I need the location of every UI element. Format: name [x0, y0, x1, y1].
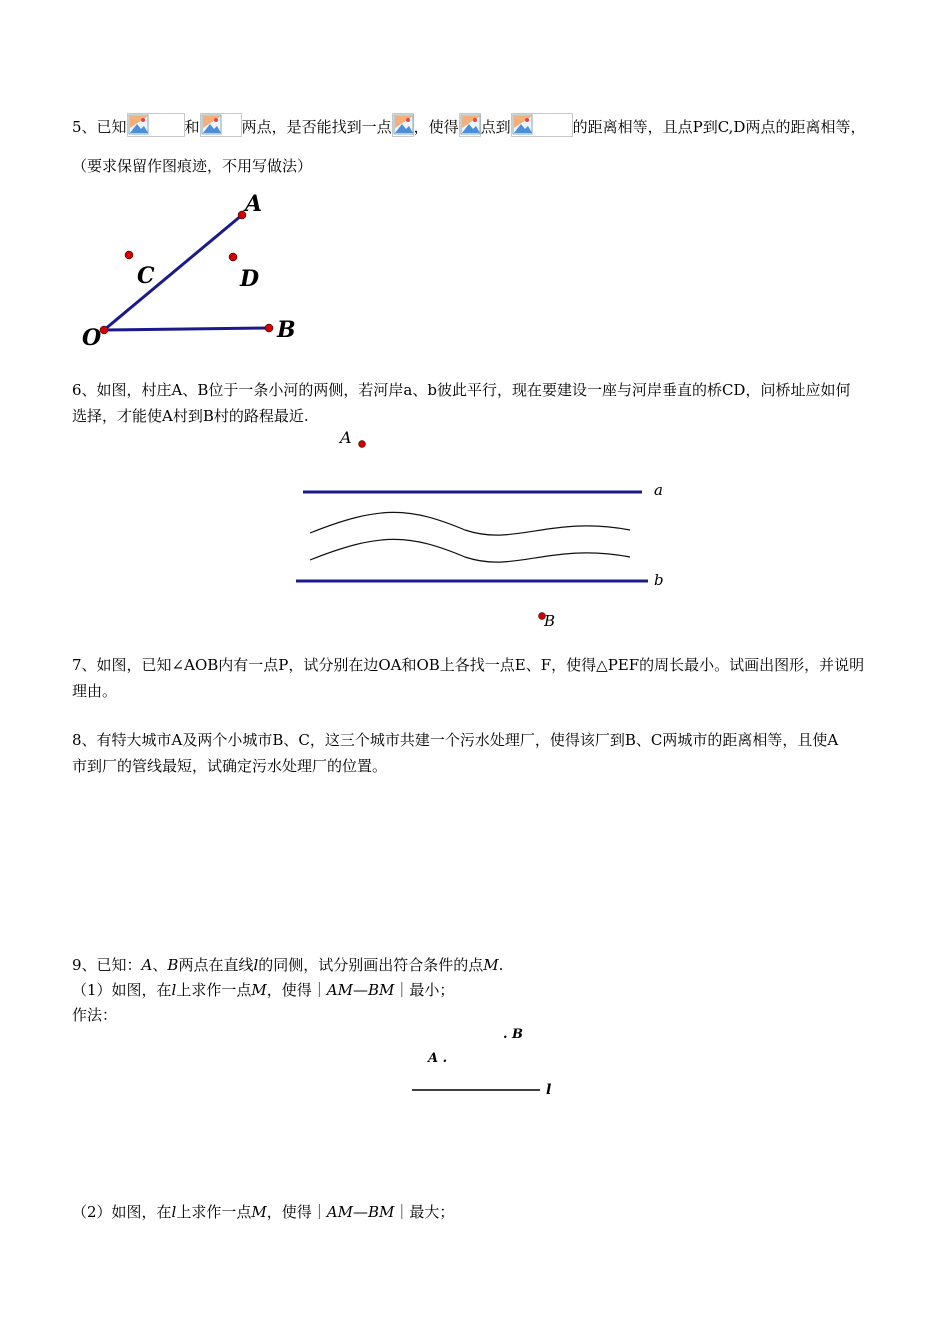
- q8-line1: 8、有特大城市A及两个小城市B、C，这三个城市共建一个污水处理厂，使得该厂到B、C两城市的距离相等，且使A: [72, 731, 839, 749]
- q5-text-5: 点到: [480, 118, 511, 136]
- label-village-b: B: [544, 612, 556, 630]
- q5-text-3: 两点，是否能找到一点: [241, 118, 392, 136]
- q9-p1-h: BM: [367, 981, 395, 999]
- q9-p2-c: 上求作一点: [176, 1203, 252, 1221]
- q9-p2-h: BM: [367, 1203, 395, 1221]
- q7-line1: 7、如图，已知∠AOB内有一点P，试分别在边OA和OB上各找一点E、F，使得△PEF的周长最小。试画出图形，并说明: [72, 656, 865, 674]
- q6-line2: 选择，才能使A村到B村的路程最近.: [72, 407, 309, 425]
- q9-p2-g: —: [352, 1203, 368, 1221]
- q9-p2-d: M: [251, 1203, 267, 1221]
- q6-line1: 6、如图，村庄A、B位于一条小河的两侧，若河岸a、b彼此平行，现在要建设一座与河岸垂直的桥CD，问桥址应如何: [72, 381, 851, 399]
- label-o: O: [82, 325, 102, 351]
- broken-image-icon: [459, 113, 481, 137]
- q9-l1-h: M: [483, 956, 499, 974]
- q9-p1-c: 上求作一点: [176, 981, 252, 999]
- broken-image-icon: [200, 113, 242, 137]
- q9-p2-b: l: [171, 1203, 177, 1221]
- label-a: A: [245, 191, 263, 217]
- q9-p2-f: AM: [326, 1203, 353, 1221]
- q9-l1-f: l: [253, 956, 259, 974]
- q9-label-l: l: [546, 1082, 552, 1098]
- point-c: [125, 251, 133, 259]
- q9-part1: [72, 980, 454, 1000]
- q9-l1-d: B: [167, 956, 179, 974]
- ray-ob: [104, 328, 269, 330]
- q9-l1-a: 9、已知：: [72, 956, 142, 974]
- river-curve-bottom: [310, 539, 630, 562]
- q9-method: 作法：: [72, 1006, 118, 1024]
- q9-p1-f: AM: [326, 981, 353, 999]
- q5-text-2: 和: [184, 118, 200, 136]
- q6-figure: [290, 425, 680, 635]
- point-d: [229, 253, 237, 261]
- q9-p1-e: ，使得｜: [266, 981, 327, 999]
- q9-p1-b: l: [171, 981, 177, 999]
- q5-figure: [70, 185, 310, 355]
- q9-p2-e: ，使得｜: [266, 1203, 327, 1221]
- q9-part2: [72, 1202, 454, 1222]
- label-bank-a: a: [654, 481, 663, 499]
- q9-l1-g: 的同侧，试分别画出符合条件的点: [258, 956, 484, 974]
- label-c: C: [137, 263, 155, 289]
- q9-p2-a: （2）如图，在: [72, 1203, 172, 1221]
- q9-l1-b: A: [141, 956, 153, 974]
- q9-l1-c: 、: [152, 956, 168, 974]
- q5-line1: [72, 113, 865, 137]
- q5-line2: （要求保留作图痕迹，不用写做法）: [72, 157, 313, 175]
- q7-line2: 理由。: [72, 682, 118, 700]
- q5-text-1: 5、已知: [72, 118, 127, 136]
- broken-image-icon: [392, 113, 414, 137]
- q9-p1-i: ｜最小；: [394, 981, 455, 999]
- label-d: D: [240, 266, 260, 292]
- q9-p1-a: （1）如图，在: [72, 981, 172, 999]
- q9-l1-i: .: [498, 956, 504, 974]
- q9-p1-g: —: [352, 981, 368, 999]
- point-o: [100, 326, 108, 334]
- q5-text-4: ，使得: [413, 118, 459, 136]
- q9-label-b: . B: [503, 1027, 524, 1042]
- label-b: B: [277, 317, 296, 343]
- q9-p1-d: M: [251, 981, 267, 999]
- river-curve-top: [310, 512, 630, 535]
- q5-text-6: 的距离相等，且点P到C,D两点的距离相等，: [572, 118, 866, 136]
- ray-oa: [104, 215, 242, 330]
- q9-label-a: A .: [428, 1051, 448, 1066]
- q8-line2: 市到厂的管线最短，试确定污水处理厂的位置。: [72, 757, 388, 775]
- q9-p2-i: ｜最大；: [394, 1203, 455, 1221]
- q9-figure: [400, 1020, 570, 1100]
- broken-image-icon: [127, 113, 185, 137]
- broken-image-icon: [511, 113, 573, 137]
- q9-l1-e: 两点在直线: [178, 956, 254, 974]
- point-village-a: [359, 441, 366, 448]
- point-b: [265, 324, 273, 332]
- label-bank-b: b: [654, 571, 664, 589]
- q9-line1: [72, 955, 503, 975]
- label-village-a: A: [340, 428, 352, 447]
